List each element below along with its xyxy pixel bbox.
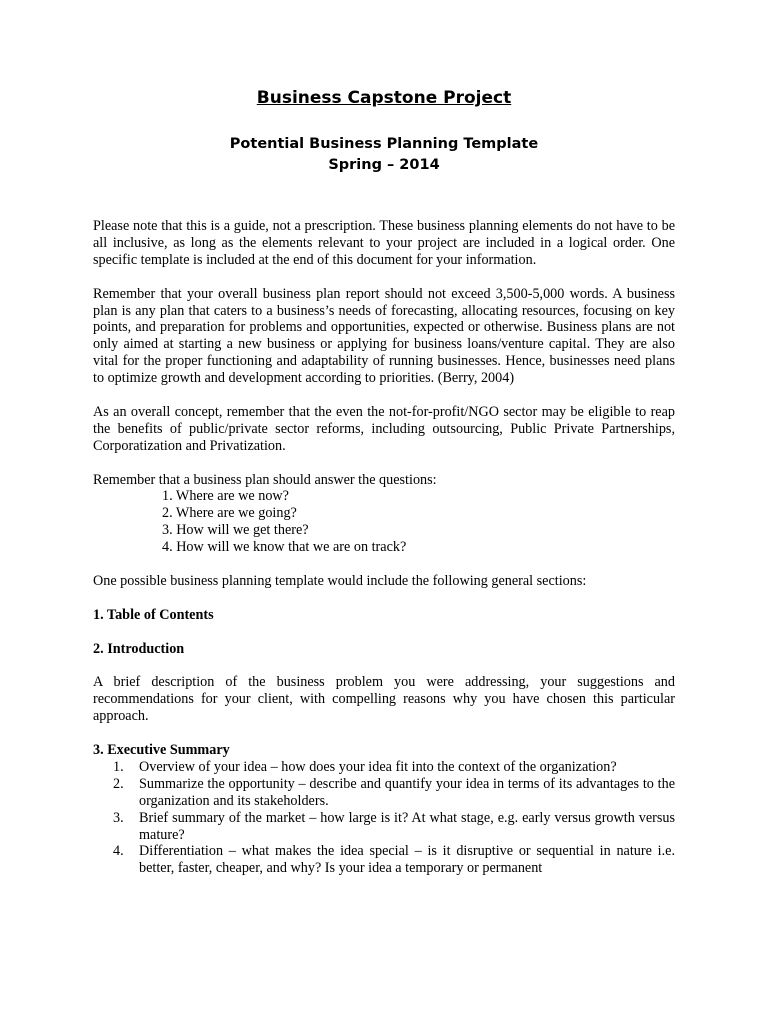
summary-item-text: Differentiation – what makes the idea special – is it disruptive or sequential in nature i.e. better, faster, cheaper, and why? Is your idea a temporary or permanent xyxy=(139,843,675,877)
document-title: Business Capstone Project xyxy=(256,88,512,108)
summary-item-text: Overview of your idea – how does your idea fit into the context of the organization? xyxy=(139,758,617,775)
document-subtitle xyxy=(0,134,768,176)
questions-list xyxy=(93,488,675,556)
summary-item xyxy=(93,810,675,844)
question-item: 2. Where are we going? xyxy=(162,505,297,522)
subtitle-line-1: Potential Business Planning Template xyxy=(229,136,539,152)
question-item: 4. How will we know that we are on track? xyxy=(162,539,407,556)
section-heading-executive-summary: 3. Executive Summary xyxy=(93,741,230,758)
subtitle-line-2: Spring – 2014 xyxy=(328,157,440,173)
summary-item xyxy=(93,843,675,877)
question-item: 1. Where are we now? xyxy=(162,488,289,505)
summary-item-number: 3. xyxy=(113,809,124,826)
template-intro: One possible business planning template would include the following general sections: xyxy=(93,572,587,589)
paragraph-ngo-sector: As an overall concept, remember that the even the not-for-profit/NGO sector may be eligible to reap the benefits of public/private sector reforms, including outsourcing, Public Private Partnerships, Corporatization and Privatization. xyxy=(93,403,675,454)
summary-item-number: 1. xyxy=(113,758,124,775)
section-heading-introduction: 2. Introduction xyxy=(93,640,185,657)
paragraph-guide-note: Please note that this is a guide, not a prescription. These business planning elements do not have to be all inclusive, as long as the elements relevant to your project are included in a logical order. One specific template is included at the end of this document for your information. xyxy=(93,218,675,268)
summary-item-number: 2. xyxy=(113,775,124,792)
summary-item xyxy=(93,759,675,776)
introduction-text: A brief description of the business problem you were addressing, your suggestions and recommendations for your client, with compelling reasons why you have chosen this particular approach. xyxy=(93,674,675,725)
summary-item xyxy=(93,776,675,810)
paragraph-word-limit: Remember that your overall business plan report should not exceed 3,500-5,000 words. A business plan is any plan that caters to a business’s needs of forecasting, allocating resources, focusing on key points, and preparation for problems and opportunities, expected or otherwise. Business plans are not only aimed at starting a new business or applying for business loans/venture capital. They are also vital for the proper functioning and adaptability of running businesses. Hence, businesses need plans to optimize growth and development according to priorities. (Berry, 2004) xyxy=(93,285,675,387)
summary-item-number: 4. xyxy=(113,843,124,860)
summary-item-text: Brief summary of the market – how large is it? At what stage, e.g. early versus growth versus mature? xyxy=(139,809,675,843)
document-body xyxy=(93,218,675,877)
summary-item-text: Summarize the opportunity – describe and quantify your idea in terms of its advantages to the organization and its stakeholders. xyxy=(139,775,675,809)
question-item: 3. How will we get there? xyxy=(162,522,309,539)
executive-summary-list xyxy=(93,759,675,877)
section-heading-table-of-contents: 1. Table of Contents xyxy=(93,606,214,623)
paragraph-questions-intro: Remember that a business plan should answer the questions: xyxy=(93,471,437,488)
